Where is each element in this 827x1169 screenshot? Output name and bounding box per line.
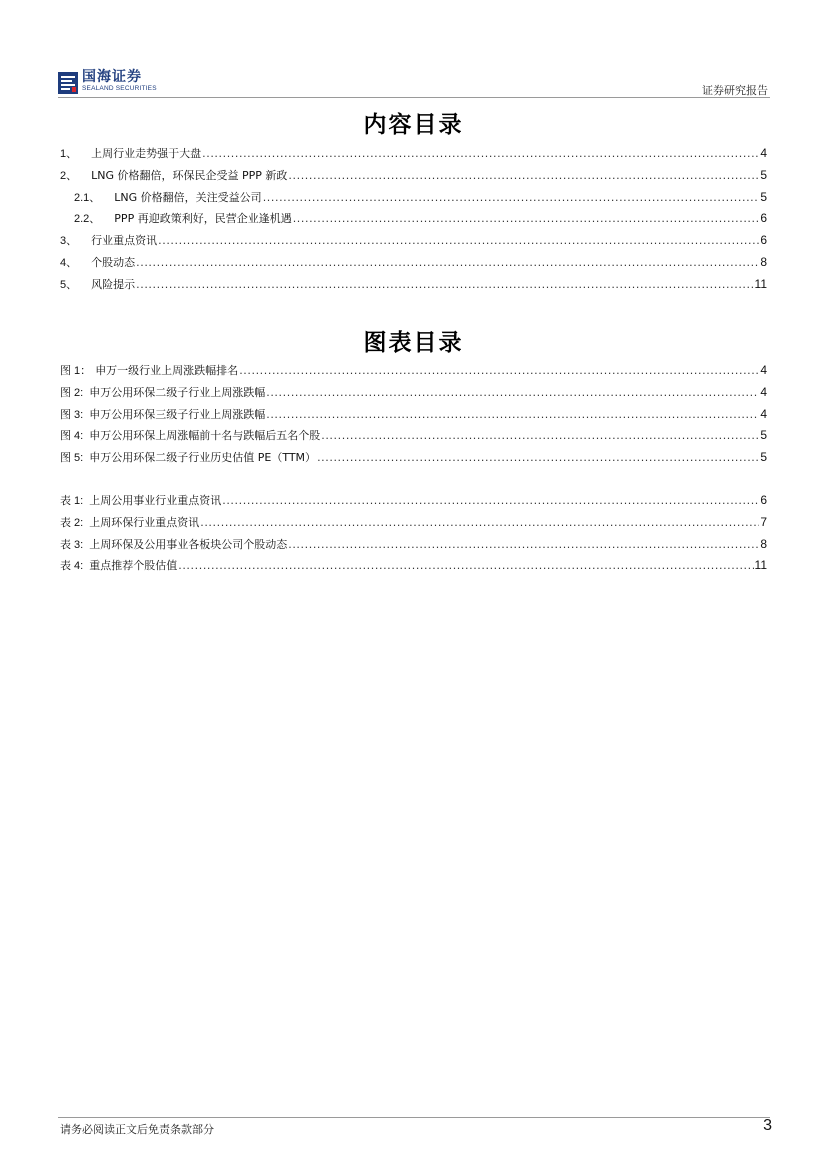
dot-leader — [321, 425, 759, 447]
toc-title: 风险提示 — [91, 277, 136, 291]
table-page: 7 — [760, 514, 767, 529]
dot-leader — [136, 274, 753, 296]
toc-entry[interactable] — [60, 252, 767, 274]
figure-page: 5 — [760, 428, 767, 443]
table-title: 重点推荐个股估值 — [89, 559, 178, 573]
figure-page: 4 — [760, 384, 767, 399]
toc-title: 个股动态 — [91, 255, 136, 269]
table-label: 表 3: — [60, 538, 84, 551]
toc-page: 5 — [760, 189, 767, 204]
toc-page: 4 — [760, 146, 767, 160]
figure-page: 4 — [760, 363, 767, 377]
dot-leader — [158, 230, 759, 252]
figure-label: 图 4: — [60, 430, 84, 443]
logo-chinese-name: 国海证券 — [82, 69, 142, 85]
toc-title: 行业重点资讯 — [91, 234, 158, 248]
logo-english-name: SEALAND SECURITIES — [82, 85, 157, 92]
table-title: 上周公用事业行业重点资讯 — [89, 494, 222, 507]
figures-title: 图表目录 — [363, 330, 464, 356]
footer-disclaimer: 请务必阅读正文后免责条款部分 — [60, 1123, 214, 1136]
figure-title: 申万公用环保二级子行业上周涨跌幅 — [89, 385, 266, 399]
figure-label: 图 3: — [60, 408, 84, 421]
table-title: 上周环保行业重点资讯 — [89, 515, 200, 529]
figure-entry[interactable] — [60, 404, 767, 426]
figure-title: 申万公用环保上周涨幅前十名与跌幅后五名个股 — [89, 429, 321, 443]
table-label: 表 1: — [60, 495, 84, 507]
table-page: 6 — [760, 493, 767, 507]
tables-list — [60, 490, 767, 577]
figure-label: 图 1： — [60, 365, 92, 377]
dot-leader — [317, 447, 759, 469]
footer-divider — [58, 1117, 770, 1118]
toc-number: 2.1、 — [74, 191, 101, 204]
dot-leader — [222, 490, 759, 512]
toc-page: 6 — [760, 233, 767, 248]
figure-title: 申万一级行业上周涨跌幅排名 — [95, 364, 239, 377]
company-logo — [58, 70, 157, 96]
dot-leader — [266, 382, 759, 404]
figure-page: 4 — [760, 406, 767, 421]
table-entry[interactable] — [60, 534, 767, 556]
dot-leader — [239, 360, 759, 382]
figure-title: 申万公用环保二级子行业历史估值 PE（TTM） — [89, 451, 317, 465]
dot-leader — [200, 512, 759, 534]
toc-number: 1、 — [60, 148, 78, 160]
figure-entry[interactable] — [60, 447, 767, 469]
dot-leader — [293, 208, 760, 230]
toc-entry[interactable] — [60, 230, 767, 252]
table-page: 8 — [760, 536, 767, 551]
dot-leader — [288, 534, 759, 556]
table-label: 表 4: — [60, 560, 84, 573]
toc-title: PPP 再迎政策利好，民营企业逢机遇 — [114, 212, 292, 226]
toc-title: LNG 价格翻倍，环保民企受益 PPP 新政 — [91, 168, 288, 182]
toc-entry[interactable] — [60, 274, 767, 296]
toc-number: 5、 — [60, 278, 78, 291]
sealand-logo-icon — [58, 72, 78, 94]
figure-entry[interactable] — [60, 360, 767, 382]
toc-page: 6 — [760, 211, 767, 226]
dot-leader — [136, 252, 759, 274]
toc-title: LNG 价格翻倍，关注受益公司 — [114, 190, 262, 204]
figure-label: 图 2: — [60, 386, 84, 399]
toc-page: 8 — [760, 254, 767, 269]
contents-list — [60, 143, 767, 296]
toc-page: 11 — [754, 276, 767, 291]
toc-number: 3、 — [60, 235, 78, 248]
toc-entry[interactable] — [60, 143, 767, 165]
contents-title: 内容目录 — [363, 112, 464, 138]
page-number: 3 — [763, 1117, 772, 1134]
table-entry[interactable] — [60, 555, 767, 577]
toc-page: 5 — [760, 167, 767, 182]
figure-label: 图 5: — [60, 452, 84, 465]
figure-entry[interactable] — [60, 425, 767, 447]
dot-leader — [266, 404, 759, 426]
dot-leader — [202, 143, 759, 165]
toc-number: 2.2、 — [74, 213, 101, 226]
figure-title: 申万公用环保三级子行业上周涨跌幅 — [89, 407, 266, 421]
dot-leader — [178, 555, 753, 577]
toc-entry[interactable] — [60, 187, 767, 209]
page-header — [58, 70, 770, 96]
figure-page: 5 — [760, 450, 767, 465]
figures-list — [60, 360, 767, 469]
header-divider — [58, 97, 770, 98]
table-title: 上周环保及公用事业各板块公司个股动态 — [89, 537, 288, 551]
dot-leader — [263, 187, 760, 209]
table-page: 11 — [754, 558, 767, 573]
table-label: 表 2: — [60, 516, 84, 529]
toc-number: 2、 — [60, 169, 78, 182]
toc-number: 4、 — [60, 256, 78, 269]
table-entry[interactable] — [60, 490, 767, 512]
toc-title: 上周行业走势强于大盘 — [91, 147, 202, 160]
table-entry[interactable] — [60, 512, 767, 534]
report-type-label: 证券研究报告 — [702, 84, 768, 97]
toc-entry[interactable] — [60, 208, 767, 230]
dot-leader — [288, 165, 759, 187]
toc-entry[interactable] — [60, 165, 767, 187]
figure-entry[interactable] — [60, 382, 767, 404]
